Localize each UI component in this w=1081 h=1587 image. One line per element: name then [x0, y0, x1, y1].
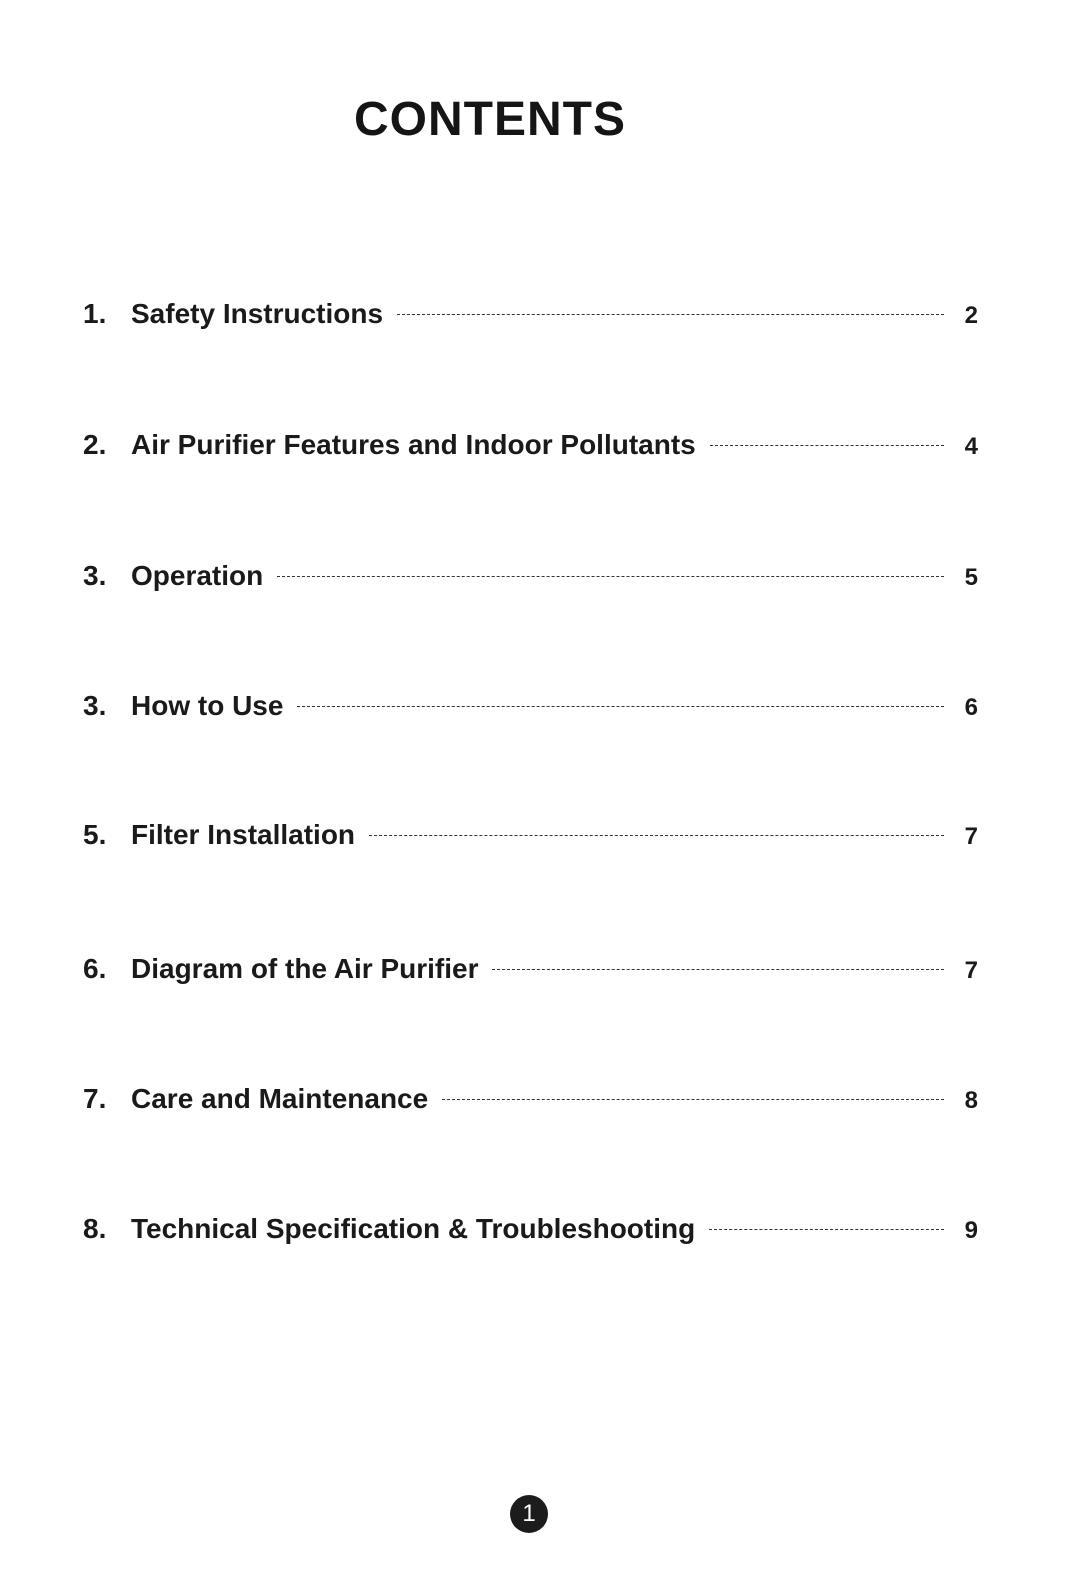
toc-entry-title: Operation: [131, 560, 264, 591]
toc-entry-filter-installation[interactable]: [83, 819, 978, 851]
toc-entry-page: 2: [964, 302, 978, 329]
toc-entry-title: Diagram of the Air Purifier: [131, 953, 479, 984]
dot-leader: [297, 706, 944, 707]
toc-entry-safety-instructions[interactable]: [83, 298, 978, 330]
toc-entry-number: 2.: [83, 429, 107, 460]
toc-entry-care-maintenance[interactable]: [83, 1083, 978, 1115]
toc-entry-technical-specification[interactable]: [83, 1213, 978, 1245]
toc-entry-page: 4: [964, 433, 978, 460]
dot-leader: [710, 445, 944, 446]
toc-entry-title: Technical Specification & Troubleshooting: [131, 1213, 696, 1244]
toc-entry-number: 1.: [83, 298, 107, 329]
dot-leader: [369, 835, 944, 836]
toc-entry-title: Air Purifier Features and Indoor Pollutants: [131, 429, 696, 460]
page-number-badge: 1: [510, 1495, 548, 1533]
dot-leader: [397, 314, 944, 315]
toc-entry-number: 7.: [83, 1083, 107, 1114]
toc-entry-title: Safety Instructions: [131, 298, 384, 329]
toc-entry-page: 6: [964, 694, 978, 721]
toc-entry-number: 8.: [83, 1213, 107, 1244]
toc-entry-how-to-use[interactable]: [83, 690, 978, 722]
toc-entry-title: How to Use: [131, 690, 284, 721]
toc-entry-page: 9: [964, 1217, 978, 1244]
toc-entry-operation[interactable]: [83, 560, 978, 592]
dot-leader: [709, 1229, 944, 1230]
toc-entry-page: 5: [964, 564, 978, 591]
toc-entry-diagram[interactable]: [83, 953, 978, 985]
toc-entry-page: 7: [964, 823, 978, 850]
toc-entry-page: 8: [964, 1087, 978, 1114]
toc-entry-number: 3.: [83, 560, 107, 591]
dot-leader: [277, 576, 944, 577]
toc-entry-title: Filter Installation: [131, 819, 356, 850]
page-title: CONTENTS: [354, 93, 626, 146]
dot-leader: [492, 969, 944, 970]
toc-entry-number: 5.: [83, 819, 107, 850]
dot-leader: [442, 1099, 944, 1100]
toc-entry-features-pollutants[interactable]: [83, 429, 978, 461]
toc-entry-number: 6.: [83, 953, 107, 984]
toc-entry-title: Care and Maintenance: [131, 1083, 429, 1114]
toc-entry-number: 3.: [83, 690, 107, 721]
toc-entry-page: 7: [964, 957, 978, 984]
